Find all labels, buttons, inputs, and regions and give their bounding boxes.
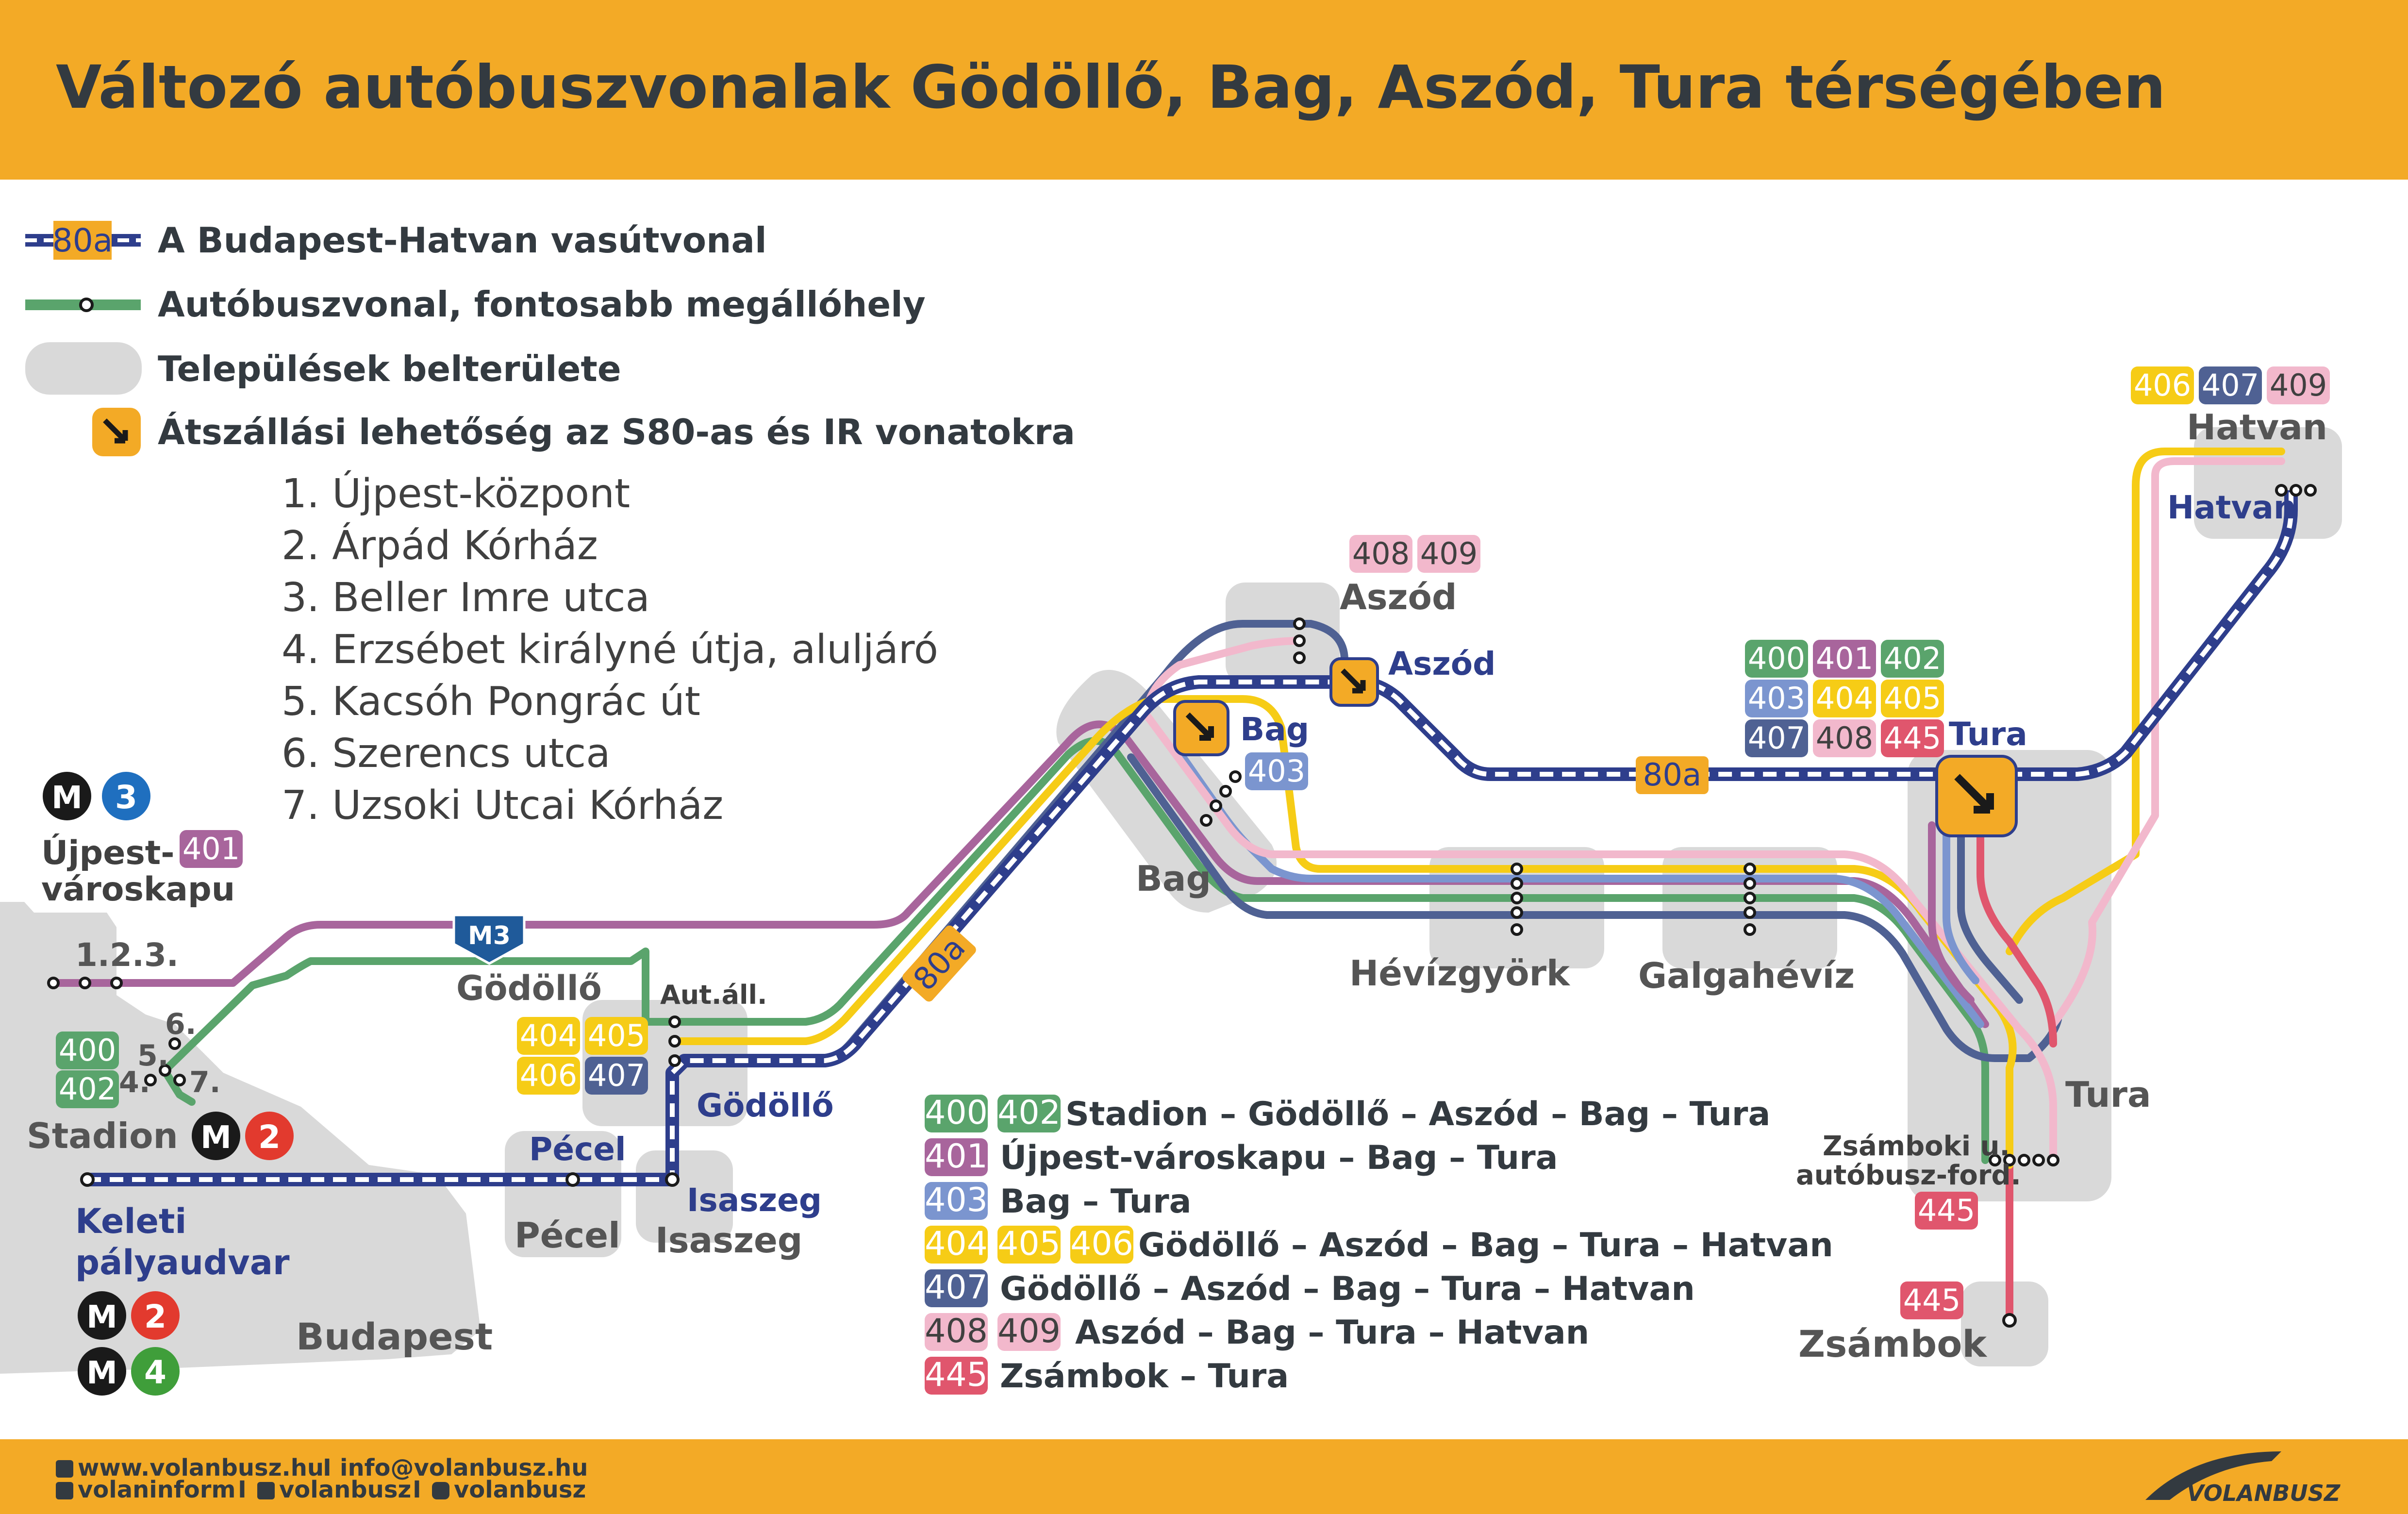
place-pecel-town: Pécel bbox=[515, 1215, 620, 1256]
footer-web: www.volanbusz.hu bbox=[78, 1454, 324, 1481]
rail-80a-badge: 80a bbox=[1643, 757, 1702, 793]
place-aszod-town: Aszód bbox=[1340, 577, 1457, 617]
stop-hevizgyork-2 bbox=[1512, 879, 1522, 888]
place-aut-all: Aut.áll. bbox=[660, 980, 767, 1010]
rl-badge-405: 405 bbox=[997, 1225, 1061, 1263]
station-godollo: Gödöllő bbox=[697, 1087, 834, 1124]
badge-402-tura: 402 bbox=[1883, 641, 1942, 676]
stop-ujpest-1 bbox=[49, 978, 58, 988]
stop-ujpest-2 bbox=[80, 978, 90, 988]
route-legend bbox=[925, 1094, 1833, 1396]
badge-407-hatvan: 407 bbox=[2201, 367, 2259, 403]
rl-badge-404: 404 bbox=[925, 1225, 988, 1263]
stop-aszod-2 bbox=[1295, 636, 1304, 646]
place-zsamboki-line2: autóbusz-ford. bbox=[1796, 1160, 2021, 1191]
stop-7 bbox=[175, 1075, 184, 1085]
stop-list-2: 2. Árpád Kórház bbox=[282, 523, 598, 569]
badge-401-ujpest: 401 bbox=[182, 831, 240, 866]
instagram-icon bbox=[432, 1482, 449, 1499]
badge-401-tura: 401 bbox=[1815, 641, 1874, 676]
rl-badge-402: 402 bbox=[997, 1094, 1061, 1132]
station-tura: Tura bbox=[1949, 715, 2027, 753]
m3-badge bbox=[454, 915, 524, 964]
place-stadion: Stadion bbox=[27, 1115, 178, 1156]
stop-galgaheviz-5 bbox=[1745, 925, 1755, 934]
footer-social-2[interactable]: volanbusz bbox=[279, 1476, 412, 1503]
badge-445-zsamboki: 445 bbox=[1917, 1193, 1976, 1228]
rl-text-445: Zsámbok – Tura bbox=[1000, 1357, 1289, 1396]
stop-bag-3 bbox=[1211, 801, 1221, 811]
rl-text-401: Újpest-városkapu – Bag – Tura bbox=[1000, 1139, 1558, 1177]
rl-badge-406: 406 bbox=[1070, 1225, 1133, 1263]
badge-409-aszod: 409 bbox=[1420, 536, 1478, 571]
footer-sep-1: I bbox=[323, 1454, 332, 1481]
rl-badge-400: 400 bbox=[925, 1094, 988, 1132]
badge-405-tura: 405 bbox=[1883, 681, 1942, 716]
metro-m-letter-3: M bbox=[86, 1299, 117, 1335]
station-bag: Bag bbox=[1240, 711, 1310, 748]
legend-bus-stop bbox=[81, 299, 92, 311]
metro-3-label: 3 bbox=[115, 779, 137, 816]
rl-badge-445: 445 bbox=[925, 1356, 988, 1394]
badge-402-stadion: 402 bbox=[58, 1071, 116, 1107]
station-hatvan: Hatvan bbox=[2167, 489, 2296, 526]
badge-445-tura: 445 bbox=[1883, 720, 1942, 756]
metro-2-label-stadion: 2 bbox=[258, 1118, 281, 1156]
stop-galgaheviz-4 bbox=[1745, 908, 1755, 917]
aszod-area bbox=[1226, 582, 1340, 684]
m3-label: M3 bbox=[468, 921, 511, 950]
stop-list-6: 6. Szerencs utca bbox=[282, 731, 611, 777]
badge-409-hatvan: 409 bbox=[2269, 367, 2327, 403]
stop-gödöllő-autall-1 bbox=[670, 1017, 680, 1027]
stop-hevizgyork-5 bbox=[1512, 925, 1522, 934]
badge-404-tura: 404 bbox=[1815, 681, 1874, 716]
stop-isaszeg bbox=[666, 1174, 678, 1185]
badge-408-tura: 408 bbox=[1815, 720, 1874, 756]
station-isaszeg: Isaszeg bbox=[687, 1181, 822, 1219]
rl-text-404-406: Gödöllő – Aszód – Bag – Tura – Hatvan bbox=[1138, 1226, 1833, 1264]
place-ujpest-line1: Újpest- bbox=[41, 834, 175, 872]
metro-4-label: 4 bbox=[144, 1354, 166, 1391]
metro-m-letter-2: M bbox=[200, 1120, 232, 1156]
badge-406-hatvan: 406 bbox=[2133, 367, 2192, 403]
stop-list-7: 7. Uzsoki Utcai Kórház bbox=[282, 782, 724, 829]
page-title: Változó autóbuszvonalak Gödöllő, Bag, Aszód, Tura térségében bbox=[56, 53, 2166, 122]
station-aszod: Aszód bbox=[1388, 645, 1496, 682]
stop-list-5: 5. Kacsóh Pongrác út bbox=[282, 679, 700, 725]
badge-403-tura: 403 bbox=[1747, 681, 1806, 716]
budapest-stop-list bbox=[282, 470, 938, 829]
footer-social-1[interactable]: volaninform bbox=[78, 1476, 236, 1503]
place-stop-7: 7. bbox=[189, 1065, 221, 1099]
rl-text-403: Bag – Tura bbox=[1000, 1182, 1192, 1221]
place-hatvan-town: Hatvan bbox=[2187, 407, 2328, 448]
footer-email[interactable]: info@volanbusz.hu bbox=[340, 1454, 588, 1481]
place-stop-5: 5. bbox=[137, 1039, 169, 1073]
badge-403-bag: 403 bbox=[1247, 753, 1306, 789]
stop-gödöllő-autall-3 bbox=[670, 1056, 680, 1065]
transfer-icon-tura bbox=[1937, 756, 2016, 836]
rl-badge-401: 401 bbox=[925, 1137, 988, 1176]
stop-hevizgyork-3 bbox=[1512, 893, 1522, 903]
stop-galgaheviz-3 bbox=[1745, 893, 1755, 903]
rl-text-407: Gödöllő – Aszód – Bag – Tura – Hatvan bbox=[1000, 1270, 1695, 1308]
badge-445-zsambok: 445 bbox=[1903, 1282, 1961, 1318]
badge-400-tura: 400 bbox=[1747, 641, 1806, 676]
metro-m-letter-4: M bbox=[86, 1355, 117, 1391]
transfer-icon-aszod bbox=[1331, 659, 1378, 705]
legend-rail-badge: 80a bbox=[52, 222, 113, 259]
stop-gödöllő-autall-2 bbox=[670, 1036, 680, 1046]
legend-texts bbox=[158, 220, 1075, 452]
stop-hatvan-3 bbox=[2306, 485, 2315, 495]
legend-bus-text: Autóbuszvonal, fontosabb megállóhely bbox=[158, 284, 926, 325]
rl-badge-409: 409 bbox=[997, 1312, 1061, 1350]
rail-80a-diag: 80a bbox=[906, 930, 973, 998]
stop-bag-4 bbox=[1201, 815, 1211, 825]
rl-text-408-409: Aszód – Bag – Tura – Hatvan bbox=[1075, 1314, 1590, 1352]
stop-ujpest-3 bbox=[112, 978, 121, 988]
place-ujpest-line2: városkapu bbox=[41, 870, 235, 909]
legend-swatches bbox=[25, 221, 141, 311]
stop-keleti bbox=[82, 1174, 93, 1185]
footer-social-3[interactable]: volanbusz bbox=[454, 1476, 586, 1503]
stop-galgaheviz-2 bbox=[1745, 879, 1755, 888]
facebook-icon-2 bbox=[257, 1482, 275, 1499]
place-zsamboki-line1: Zsámboki u. bbox=[1823, 1131, 2010, 1162]
stop-bag-1 bbox=[1230, 772, 1240, 782]
stop-hevizgyork-1 bbox=[1512, 864, 1522, 874]
legend-transfer-text: Átszállási lehetőség az S80-as és IR vonatokra bbox=[158, 412, 1075, 452]
rl-text-400-402: Stadion – Gödöllő – Aszód – Bag – Tura bbox=[1065, 1095, 1771, 1133]
badge-405-godollo: 405 bbox=[587, 1018, 646, 1053]
metro-2-label-keleti: 2 bbox=[144, 1298, 166, 1335]
rl-badge-407: 407 bbox=[925, 1268, 988, 1307]
place-stop-6: 6. bbox=[165, 1007, 197, 1041]
transfer-icon-bag bbox=[1175, 701, 1228, 755]
stop-bag-2 bbox=[1221, 786, 1230, 796]
stop-galgaheviz-1 bbox=[1745, 864, 1755, 874]
stop-aszod-1 bbox=[1295, 619, 1304, 629]
metro-m-letter-1: M bbox=[51, 780, 83, 816]
stop-list-4: 4. Erzsébet királyné útja, aluljáró bbox=[282, 627, 938, 673]
station-keleti-line2: pályaudvar bbox=[75, 1243, 290, 1282]
place-tura-town: Tura bbox=[2065, 1074, 2151, 1115]
facebook-icon bbox=[56, 1482, 73, 1499]
place-godollo-town: Gödöllő bbox=[456, 968, 602, 1008]
badge-404-godollo: 404 bbox=[519, 1018, 578, 1053]
legend-transfer-icon bbox=[92, 408, 141, 456]
stop-zsamboki-5 bbox=[2048, 1155, 2058, 1165]
badge-407-godollo: 407 bbox=[587, 1058, 646, 1093]
footer-sep-3: I bbox=[413, 1476, 421, 1503]
place-zsambok: Zsámbok bbox=[1798, 1322, 1987, 1365]
globe-icon bbox=[56, 1460, 73, 1478]
footer-sep-2: I bbox=[238, 1476, 247, 1503]
badge-408-aszod: 408 bbox=[1352, 536, 1410, 571]
place-hevizgyork: Hévízgyörk bbox=[1349, 953, 1570, 994]
badge-400-stadion: 400 bbox=[58, 1032, 116, 1068]
place-ujpest-nums: 1.2.3. bbox=[75, 936, 179, 974]
stop-hevizgyork-4 bbox=[1512, 908, 1522, 917]
stop-list-3: 3. Beller Imre utca bbox=[282, 575, 650, 621]
rl-badge-408: 408 bbox=[925, 1312, 988, 1350]
stop-zsambok bbox=[2004, 1314, 2015, 1326]
legend-rail-text: A Budapest-Hatvan vasútvonal bbox=[158, 220, 767, 261]
legend-urban-swatch bbox=[25, 342, 142, 395]
place-isaszeg-town: Isaszeg bbox=[655, 1220, 803, 1261]
place-budapest: Budapest bbox=[296, 1315, 493, 1358]
stop-list-1: 1. Újpest-központ bbox=[282, 471, 631, 517]
badge-407-tura: 407 bbox=[1747, 720, 1806, 756]
legend-urban-text: Települések belterülete bbox=[158, 349, 621, 389]
stop-zsamboki-4 bbox=[2034, 1155, 2043, 1165]
rl-badge-403: 403 bbox=[925, 1181, 988, 1219]
place-bag-town: Bag bbox=[1136, 858, 1212, 899]
station-keleti-line1: Keleti bbox=[75, 1201, 187, 1241]
place-galgaheviz: Galgahévíz bbox=[1638, 955, 1855, 996]
station-pecel: Pécel bbox=[529, 1131, 626, 1168]
stop-pecel bbox=[567, 1174, 579, 1185]
stop-aszod-3 bbox=[1295, 653, 1304, 663]
badge-406-godollo: 406 bbox=[519, 1058, 578, 1093]
footer-brand: VOLANBUSZ bbox=[2187, 1480, 2341, 1506]
place-stop-4: 4. bbox=[119, 1065, 150, 1099]
